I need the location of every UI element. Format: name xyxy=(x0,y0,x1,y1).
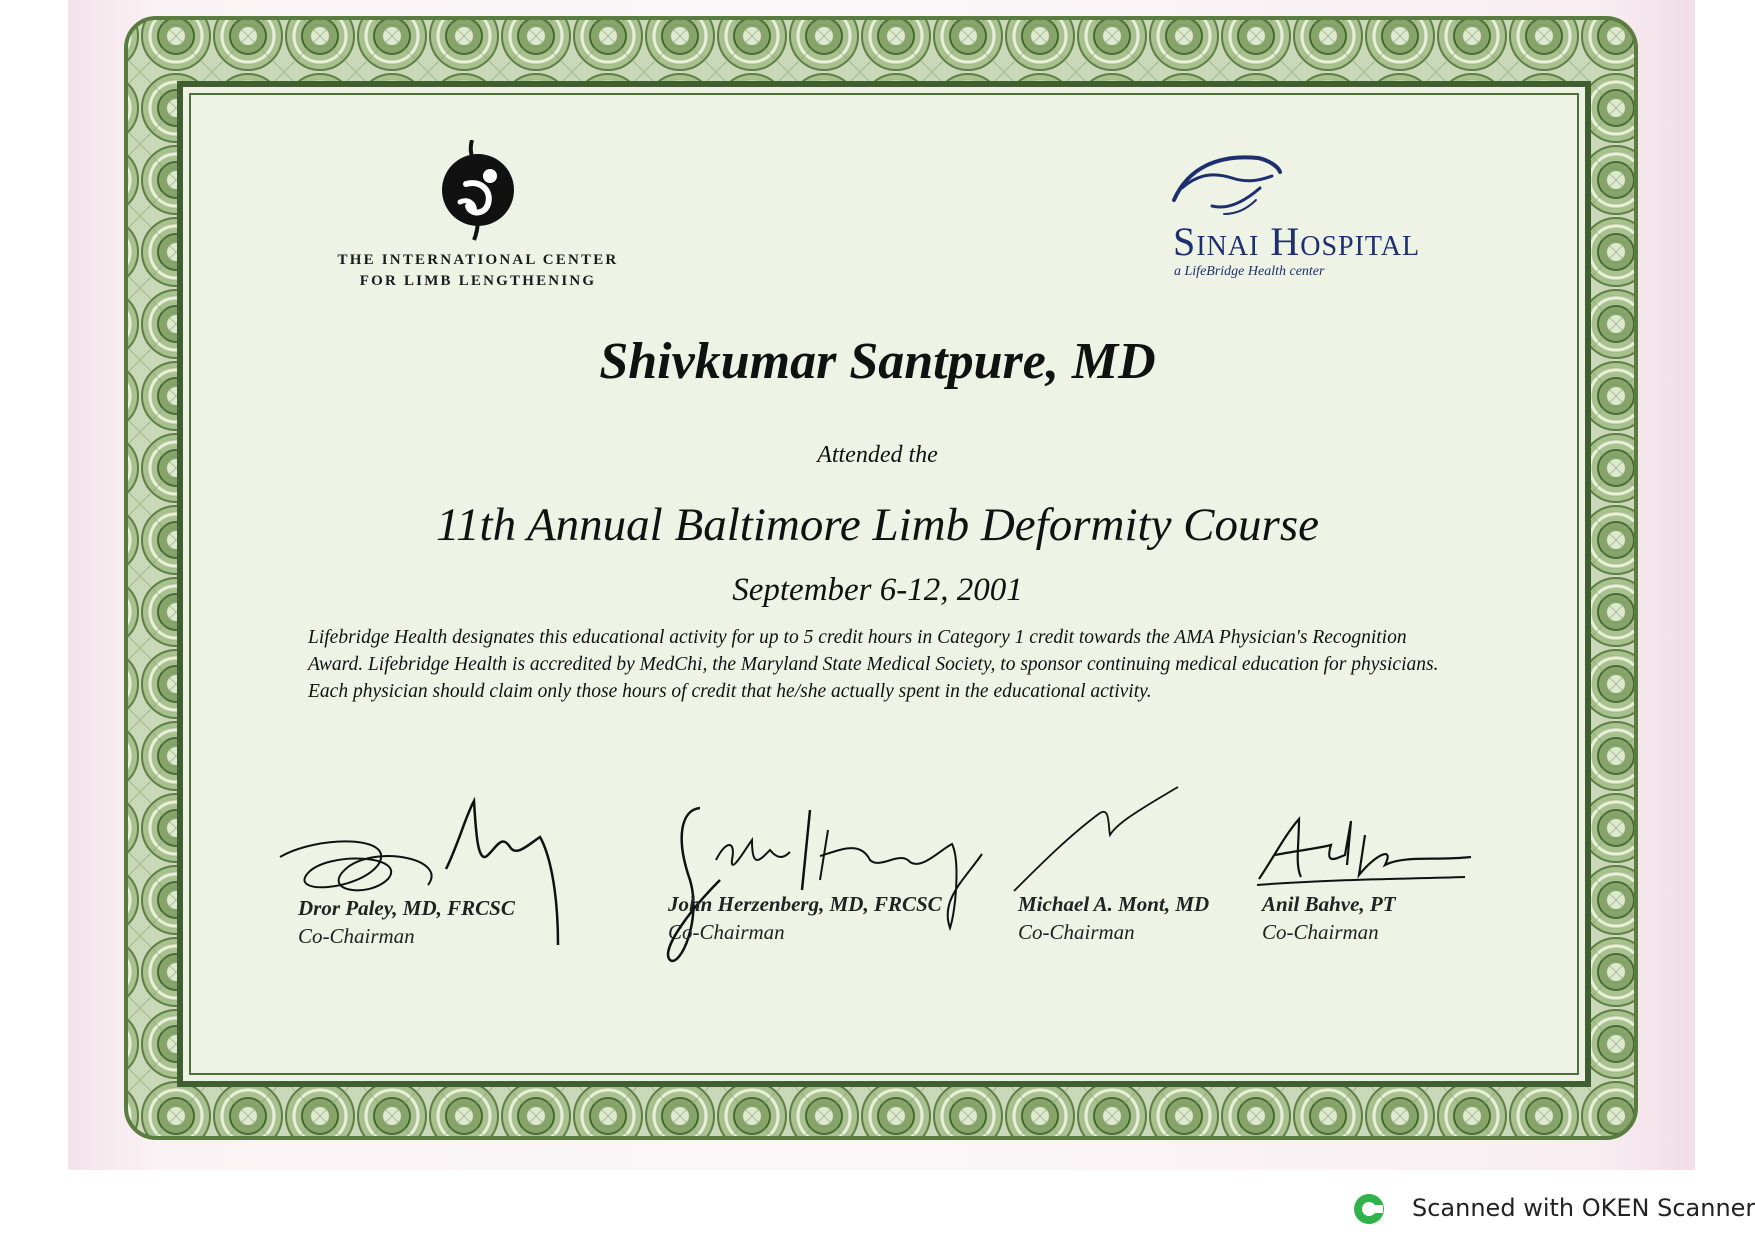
org-name-line2: FOR LIMB LENGTHENING xyxy=(359,273,597,289)
icll-logo xyxy=(328,140,628,300)
org-name-line1: THE INTERNATIONAL CENTER xyxy=(337,252,619,268)
sinai-hospital-logo xyxy=(1168,148,1468,288)
signatory-role-3: Co-Chairman xyxy=(1018,920,1135,944)
signature-bahve xyxy=(1255,815,1475,895)
signatory-role-4: Co-Chairman xyxy=(1262,920,1379,944)
hospital-name: Sinai Hospital xyxy=(1173,219,1421,264)
leaping-figure-emblem-icon xyxy=(426,140,530,250)
signatory-role-2: Co-Chairman xyxy=(668,920,785,944)
hand-logo-icon xyxy=(1168,148,1288,220)
hospital-subtitle: a LifeBridge Health center xyxy=(1174,264,1325,279)
accreditation-statement: Lifebridge Health designates this educational activity for up to 5 credit hours in Category 1 credit towards the AMA Physician's Recognition Award. Lifebridge Health is accredited by MedChi, the Maryland State Medical Society, to sponsor continuing medical education for physicians. Each physician should claim only those hours of credit that he/she actually spent in the educational activity. xyxy=(308,627,1439,702)
scanner-badge-text: Scanned with OKEN Scanner xyxy=(1412,1194,1755,1222)
signature-mont xyxy=(1010,785,1190,895)
signatory-role-1: Co-Chairman xyxy=(298,924,415,948)
course-dates: September 6-12, 2001 xyxy=(732,572,1023,608)
scanner-logo-icon xyxy=(1352,1192,1386,1226)
recipient-name: Shivkumar Santpure, MD xyxy=(599,333,1156,390)
attended-label: Attended the xyxy=(817,442,938,468)
course-title: 11th Annual Baltimore Limb Deformity Course xyxy=(436,499,1319,551)
signatory-name-3: Michael A. Mont, MD xyxy=(1018,892,1210,916)
signatory-name-1: Dror Paley, MD, FRCSC xyxy=(298,896,515,920)
signatory-name-4: Anil Bahve, PT xyxy=(1262,892,1396,916)
scanner-badge xyxy=(1352,1190,1755,1226)
signatory-name-2: John Herzenberg, MD, FRCSC xyxy=(668,892,942,916)
org-name xyxy=(328,250,628,292)
